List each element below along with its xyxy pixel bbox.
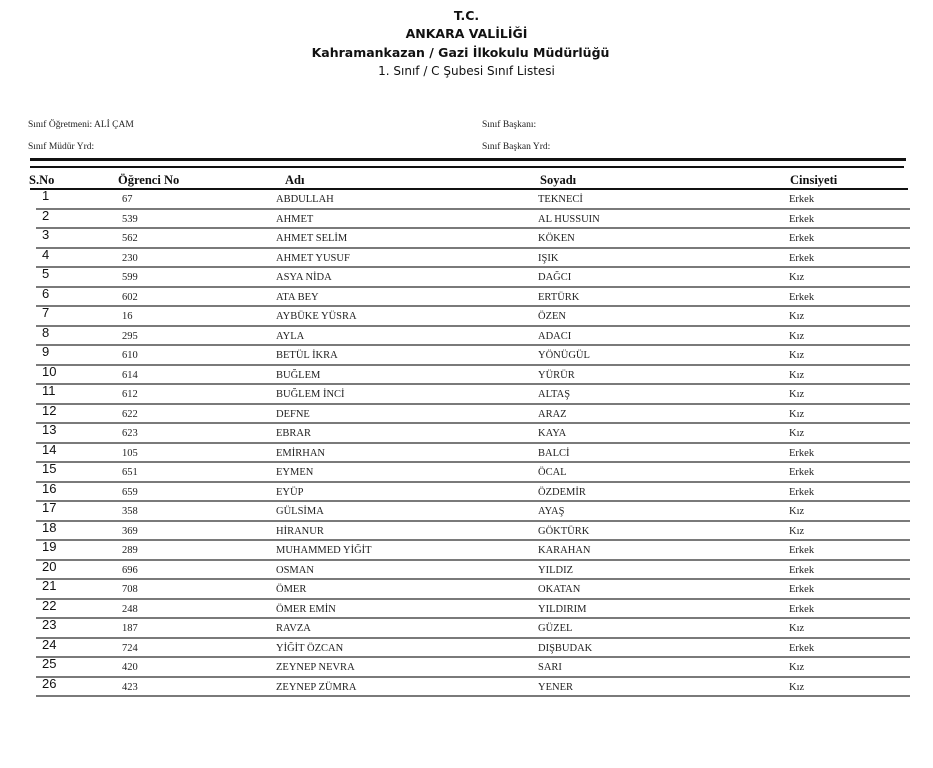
row-sno: 5 (42, 266, 50, 281)
row-student-no: 420 (122, 662, 138, 673)
row-surname: TEKNECİ (538, 194, 583, 205)
row-sno: 18 (42, 519, 57, 535)
row-sno: 24 (42, 636, 57, 652)
row-surname: KARAHAN (538, 545, 591, 556)
row-student-no: 539 (122, 213, 138, 225)
row-sno: 25 (42, 656, 57, 671)
row-surname: ALTAŞ (538, 389, 571, 400)
row-gender: Erkek (789, 603, 815, 615)
row-gender: Kız (789, 662, 805, 673)
row-sno: 3 (42, 227, 50, 242)
row-student-no: 423 (122, 681, 138, 693)
row-surname: AL HUSSUIN (538, 213, 600, 225)
row-surname: GÜZEL (538, 623, 573, 634)
row-student-no: 230 (122, 252, 138, 264)
row-student-no: 708 (122, 584, 138, 595)
row-gender: Kız (789, 408, 805, 420)
row-surname: ÖCAL (538, 467, 567, 478)
row-name: ÖMER EMİN (276, 603, 336, 615)
student-table (36, 190, 910, 697)
row-gender: Kız (789, 369, 805, 381)
table-row (36, 636, 910, 659)
row-surname: ARAZ (538, 408, 567, 420)
row-sno: 23 (42, 617, 57, 632)
row-name: ASYA NİDA (276, 272, 332, 283)
row-student-no: 289 (122, 545, 138, 556)
row-sno: 20 (42, 558, 57, 574)
row-surname: YÖNÜGÜL (538, 350, 590, 361)
row-sno: 4 (42, 246, 50, 262)
row-surname: KAYA (538, 428, 567, 439)
row-gender: Erkek (789, 486, 815, 498)
row-student-no: 614 (122, 369, 138, 381)
col-name: Adı (285, 173, 305, 187)
row-surname: YILDIRIM (538, 603, 587, 615)
table-row (36, 385, 910, 405)
col-gender: Cinsiyeti (790, 173, 838, 187)
table-row (36, 324, 910, 347)
row-name: ZEYNEP ZÜMRA (276, 681, 357, 693)
row-surname: DAĞCI (538, 272, 572, 283)
row-name: HİRANUR (276, 525, 324, 537)
row-name: AYBÜKE YÜSRA (276, 311, 357, 322)
table-row (36, 658, 910, 678)
table-row (36, 541, 910, 561)
row-gender: Kız (789, 311, 805, 322)
divider-thin (30, 166, 904, 168)
row-student-no: 369 (122, 525, 138, 537)
row-gender: Erkek (789, 233, 815, 244)
vice-principal: Sınıf Müdür Yrd: (28, 142, 95, 152)
row-sno: 16 (42, 480, 57, 496)
table-row (36, 480, 910, 503)
row-student-no: 602 (122, 291, 138, 303)
col-sno: S.No (29, 173, 55, 187)
row-surname: YENER (538, 681, 573, 693)
row-gender: Erkek (789, 194, 815, 205)
table-row (36, 558, 910, 581)
table-row (36, 402, 910, 425)
row-name: AHMET SELİM (276, 233, 348, 244)
row-gender: Erkek (789, 252, 815, 264)
row-sno: 12 (42, 402, 57, 418)
table-row (36, 619, 910, 639)
row-sno: 11 (42, 383, 56, 398)
row-surname: ADACI (538, 330, 572, 342)
document-title: 1. Sınıf / C Şubesi Sınıf Listesi (378, 64, 555, 78)
row-sno: 22 (42, 597, 57, 613)
row-gender: Erkek (789, 642, 815, 654)
row-name: EMİRHAN (276, 447, 325, 459)
row-surname: KÖKEN (538, 233, 575, 244)
row-name: DEFNE (276, 408, 310, 420)
table-row (36, 519, 910, 542)
row-gender: Kız (789, 350, 805, 361)
row-gender: Erkek (789, 447, 815, 459)
table-row (36, 207, 910, 230)
row-gender: Erkek (789, 564, 815, 576)
row-sno: 8 (42, 324, 50, 340)
row-sno: 9 (42, 344, 50, 359)
header-school: Kahramankazan / Gazi İlkokulu Müdürlüğü (311, 45, 610, 60)
row-student-no: 612 (122, 389, 138, 400)
row-student-no: 295 (122, 330, 138, 342)
class-president: Sınıf Başkanı: (482, 120, 537, 130)
row-name: BUĞLEM İNCİ (276, 389, 345, 400)
col-surname: Soyadı (540, 173, 577, 187)
row-name: EYÜP (276, 486, 304, 498)
row-sno: 19 (42, 539, 57, 554)
class-teacher: Sınıf Öğretmeni: ALİ ÇAM (28, 120, 134, 130)
table-row (36, 285, 910, 308)
row-sno: 17 (42, 500, 57, 515)
row-surname: SARI (538, 662, 562, 673)
table-row (36, 190, 910, 210)
table-row (36, 463, 910, 483)
row-sno: 2 (42, 207, 50, 223)
row-name: RAVZA (276, 623, 311, 634)
row-name: BETÜL İKRA (276, 350, 338, 361)
table-row (36, 246, 910, 269)
table-row (36, 580, 910, 600)
table-row (36, 502, 910, 522)
row-student-no: 562 (122, 233, 138, 244)
row-gender: Kız (789, 272, 805, 283)
row-surname: BALCİ (538, 447, 570, 459)
row-gender: Kız (789, 681, 805, 693)
row-name: MUHAMMED YİĞİT (276, 545, 372, 556)
row-surname: DIŞBUDAK (538, 642, 593, 654)
row-gender: Kız (789, 623, 805, 634)
row-sno: 21 (42, 578, 57, 593)
divider-thick (30, 158, 906, 161)
row-name: AYLA (276, 330, 305, 342)
row-surname: YILDIZ (538, 564, 573, 576)
row-student-no: 16 (122, 311, 133, 322)
row-surname: IŞIK (538, 252, 559, 264)
col-student-no: Öğrenci No (118, 173, 180, 187)
row-student-no: 659 (122, 486, 138, 498)
row-sno: 10 (42, 363, 57, 379)
row-student-no: 696 (122, 564, 138, 576)
header-governorship: ANKARA VALİLİĞİ (405, 26, 528, 41)
row-sno: 26 (42, 675, 57, 691)
table-row (36, 363, 910, 386)
row-surname: AYAŞ (538, 506, 565, 517)
row-student-no: 623 (122, 428, 138, 439)
row-student-no: 358 (122, 506, 138, 517)
table-row (36, 307, 910, 327)
row-student-no: 610 (122, 350, 138, 361)
header-tc: T.C. (453, 8, 480, 23)
row-gender: Erkek (789, 584, 815, 595)
row-surname: OKATAN (538, 584, 581, 595)
row-sno: 14 (42, 441, 57, 457)
row-surname: GÖKTÜRK (538, 525, 590, 537)
table-row (36, 346, 910, 366)
row-name: ZEYNEP NEVRA (276, 662, 355, 673)
table-row (36, 229, 910, 249)
row-gender: Kız (789, 389, 805, 400)
row-name: EYMEN (276, 467, 314, 478)
row-gender: Erkek (789, 213, 815, 225)
row-sno: 7 (42, 305, 50, 320)
row-gender: Kız (789, 506, 805, 517)
row-gender: Kız (789, 428, 805, 439)
row-student-no: 248 (122, 603, 138, 615)
row-name: GÜLSİMA (276, 506, 324, 517)
row-student-no: 67 (122, 194, 133, 205)
row-student-no: 105 (122, 447, 138, 459)
table-row (36, 268, 910, 288)
row-name: ATA BEY (276, 291, 319, 303)
class-vice-president: Sınıf Başkan Yrd: (482, 142, 551, 152)
row-name: EBRAR (276, 428, 312, 439)
row-name: AHMET YUSUF (276, 252, 350, 264)
row-surname: YÜRÜR (538, 369, 575, 381)
table-row (36, 675, 910, 698)
row-sno: 13 (42, 422, 57, 437)
row-student-no: 622 (122, 408, 138, 420)
row-surname: ÖZEN (538, 311, 566, 322)
row-surname: ERTÜRK (538, 291, 580, 303)
row-student-no: 187 (122, 623, 138, 634)
row-surname: ÖZDEMİR (538, 486, 586, 498)
row-name: YİĞİT ÖZCAN (276, 642, 344, 654)
row-gender: Kız (789, 525, 805, 537)
row-student-no: 651 (122, 467, 138, 478)
row-gender: Erkek (789, 545, 815, 556)
row-gender: Kız (789, 330, 805, 342)
row-sno: 1 (42, 188, 50, 203)
table-row (36, 424, 910, 444)
row-student-no: 599 (122, 272, 138, 283)
row-sno: 6 (42, 285, 50, 301)
table-row (36, 597, 910, 620)
row-name: ABDULLAH (276, 194, 334, 205)
row-student-no: 724 (122, 642, 138, 654)
row-gender: Erkek (789, 291, 815, 303)
row-name: AHMET (276, 213, 314, 225)
row-name: ÖMER (276, 584, 307, 595)
row-name: BUĞLEM (276, 369, 321, 381)
table-row (36, 441, 910, 464)
row-sno: 15 (42, 461, 57, 476)
row-name: OSMAN (276, 564, 314, 576)
row-gender: Erkek (789, 467, 815, 478)
